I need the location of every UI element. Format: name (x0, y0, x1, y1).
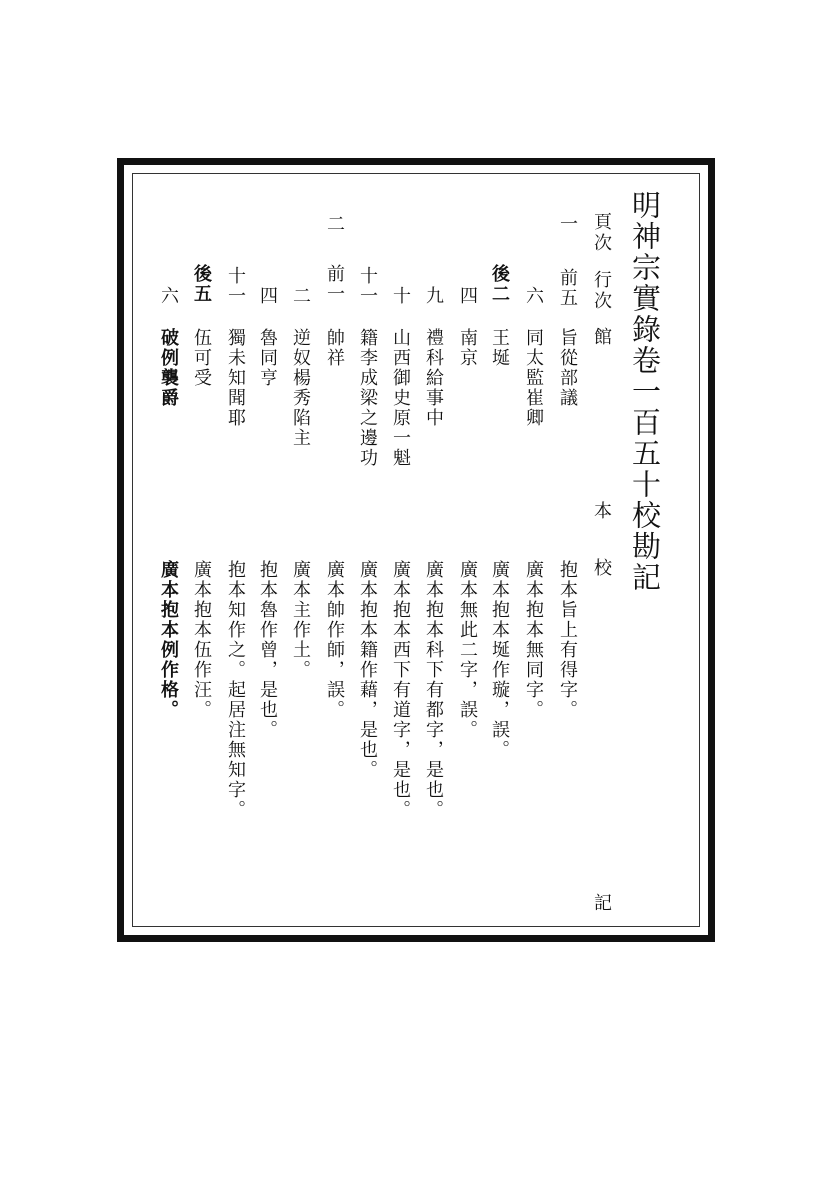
page-title: 明神宗實錄卷一百五十校勘記 (628, 190, 662, 593)
entry-line: 前一 (324, 264, 345, 304)
entry-term: 破例襲爵 (158, 328, 179, 408)
entry-line: 後二 (489, 264, 510, 304)
entry-term: 旨從部議 (557, 328, 578, 408)
entry-line: 二 (290, 286, 311, 306)
entry-term: 南京 (457, 328, 478, 368)
entry-term: 禮科給事中 (423, 328, 444, 428)
entry-note: 廣本主作土。 (290, 560, 311, 680)
header-edition-label: 本 (591, 501, 612, 522)
entry-note: 廣本無此二字，誤。 (457, 560, 478, 740)
entry-line: 前五 (557, 268, 578, 308)
entry-line: 十一 (357, 266, 378, 306)
entry-note: 廣本抱本西下有道字，是也。 (390, 560, 411, 820)
entry-term: 籍李成梁之邊功 (357, 328, 378, 468)
entry-line: 六 (158, 286, 179, 306)
entry-line: 四 (257, 286, 278, 306)
entry-term: 魯同亨 (257, 328, 278, 388)
entry-term: 帥祥 (324, 328, 345, 368)
entry-note: 廣本帥作師，誤。 (324, 560, 345, 720)
entry-line: 後五 (191, 264, 212, 304)
entry-note: 廣本抱本埏作璇，誤。 (489, 560, 510, 760)
entry-note: 廣本抱本伍作汪。 (191, 560, 212, 720)
entry-term: 伍可受 (191, 328, 212, 388)
entry-page: 二 (324, 214, 345, 234)
entry-note: 廣本抱本無同字。 (523, 560, 544, 720)
entry-term: 同太監崔卿 (523, 328, 544, 428)
entry-line: 六 (523, 286, 544, 306)
entry-term: 王埏 (489, 328, 510, 368)
entry-note: 廣本抱本例作格。 (158, 560, 179, 720)
entry-term: 逆奴楊秀陷主 (290, 328, 311, 448)
entry-term: 獨未知聞耶 (225, 328, 246, 428)
header-institute-label: 館 (591, 327, 612, 348)
entry-note: 廣本抱本籍作藉，是也。 (357, 560, 378, 780)
entry-page: 一 (557, 214, 578, 234)
header-notes-label: 記 (591, 893, 612, 914)
entry-line: 十 (390, 286, 411, 306)
entry-note: 抱本魯作曾，是也。 (257, 560, 278, 740)
header-collation-label: 校 (591, 558, 612, 579)
entry-note: 抱本知作之。起居注無知字。 (225, 560, 246, 820)
entry-term: 山西御史原一魁 (390, 328, 411, 468)
entry-line: 九 (423, 286, 444, 306)
entry-line: 十一 (225, 266, 246, 306)
entry-line: 四 (457, 286, 478, 306)
entry-note: 廣本抱本科下有都字，是也。 (423, 560, 444, 820)
header-line-label: 行次 (591, 270, 612, 312)
header-page-label: 頁次 (591, 212, 612, 254)
entry-note: 抱本旨上有得字。 (557, 560, 578, 720)
page-frame-inner (132, 173, 700, 927)
